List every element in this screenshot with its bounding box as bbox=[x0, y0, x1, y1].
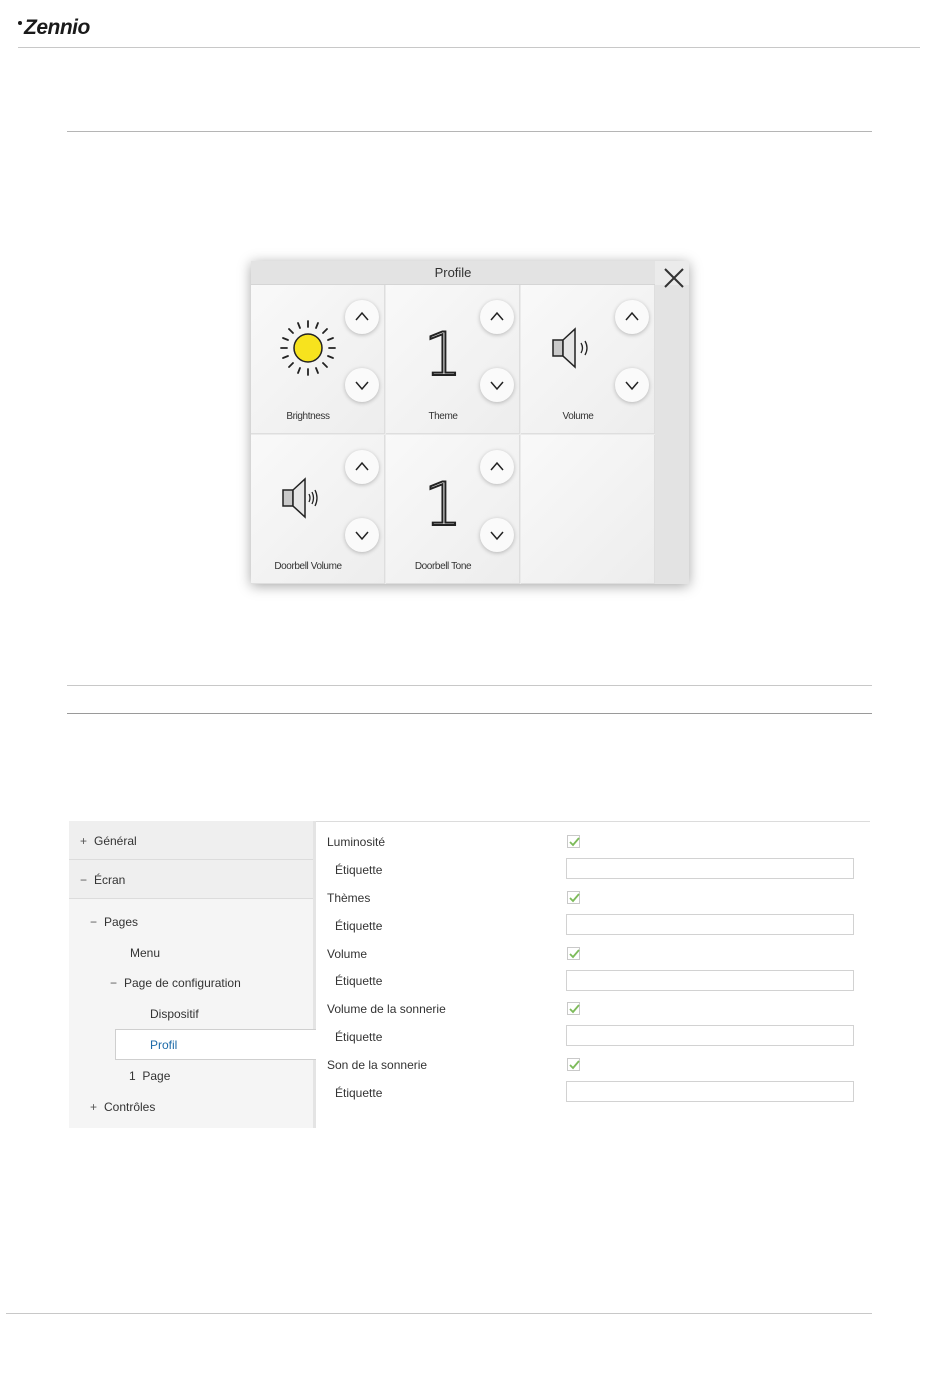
theme-up-button[interactable] bbox=[480, 300, 514, 334]
chevron-up-icon bbox=[615, 300, 649, 334]
collapse-icon: − bbox=[80, 873, 88, 887]
profile-window bbox=[251, 261, 689, 584]
profile-side-strip bbox=[655, 285, 689, 584]
close-icon bbox=[655, 261, 689, 295]
profile-controls-grid bbox=[251, 285, 655, 584]
brightness-control bbox=[251, 285, 385, 434]
tree-item-screen[interactable]: − Écran bbox=[80, 873, 126, 887]
volume-down-button[interactable] bbox=[615, 368, 649, 402]
chevron-down-icon bbox=[480, 518, 514, 552]
param-volume-checkbox[interactable] bbox=[567, 947, 580, 960]
param-doorbell-volume-tag-label: Étiquette bbox=[335, 1030, 383, 1044]
theme-label: Theme bbox=[428, 411, 458, 422]
chevron-down-icon bbox=[480, 368, 514, 402]
profile-window-title: Profile bbox=[434, 265, 472, 280]
chevron-down-icon bbox=[345, 518, 379, 552]
check-icon bbox=[569, 892, 580, 903]
collapse-icon: − bbox=[110, 976, 118, 990]
volume-up-button[interactable] bbox=[615, 300, 649, 334]
profile-window-header bbox=[251, 261, 655, 285]
doorbell-tone-down-button[interactable] bbox=[480, 518, 514, 552]
footer-divider bbox=[6, 1313, 872, 1314]
param-volume-label: Volume bbox=[327, 947, 368, 961]
volume-label: Volume bbox=[562, 411, 594, 422]
doorbell-volume-up-button[interactable] bbox=[345, 450, 379, 484]
param-volume-tag-input[interactable] bbox=[566, 970, 854, 991]
header-divider bbox=[18, 47, 920, 48]
svg-text:1: 1 bbox=[423, 470, 463, 535]
param-doorbell-volume-label: Volume de la sonnerie bbox=[327, 1002, 446, 1016]
svg-text:1: 1 bbox=[423, 320, 463, 385]
chevron-up-icon bbox=[345, 300, 379, 334]
tree-item-pages[interactable]: − Pages bbox=[90, 915, 139, 929]
param-volume-tag-label: Étiquette bbox=[335, 974, 383, 988]
param-themes-label: Thèmes bbox=[327, 891, 371, 905]
tree-item-controls[interactable]: + Contrôles bbox=[90, 1100, 156, 1114]
tree-item-profile-label: Profil bbox=[150, 1038, 178, 1052]
volume-control bbox=[521, 285, 655, 434]
close-button[interactable] bbox=[655, 261, 689, 295]
brightness-up-button[interactable] bbox=[345, 300, 379, 334]
param-brightness-tag-label: Étiquette bbox=[335, 863, 383, 877]
doorbell-tone-control bbox=[386, 435, 520, 584]
tree-item-general[interactable]: + Général bbox=[80, 834, 137, 848]
section-divider bbox=[67, 131, 872, 132]
doorbell-volume-label: Doorbell Volume bbox=[274, 561, 342, 572]
parameter-tree bbox=[69, 821, 316, 1128]
tree-item-menu[interactable]: Menu bbox=[130, 946, 161, 960]
chevron-down-icon bbox=[345, 368, 379, 402]
expand-icon: + bbox=[80, 834, 88, 848]
doorbell-volume-down-button[interactable] bbox=[345, 518, 379, 552]
param-brightness-checkbox[interactable] bbox=[567, 835, 580, 848]
doorbell-volume-control bbox=[251, 435, 385, 584]
theme-number-icon bbox=[408, 315, 478, 385]
param-doorbell-volume-tag-input[interactable] bbox=[566, 1025, 854, 1046]
theme-down-button[interactable] bbox=[480, 368, 514, 402]
doorbell-tone-label: Doorbell Tone bbox=[414, 561, 472, 572]
param-doorbell-tone-tag-label: Étiquette bbox=[335, 1086, 383, 1100]
theme-control bbox=[386, 285, 520, 434]
param-themes-checkbox[interactable] bbox=[567, 891, 580, 904]
tone-number-icon bbox=[408, 465, 478, 535]
section-divider bbox=[67, 713, 872, 714]
collapse-icon: − bbox=[90, 915, 98, 929]
tree-item-device[interactable]: Dispositif bbox=[150, 1007, 199, 1021]
param-brightness-label: Luminosité bbox=[327, 835, 386, 849]
param-themes-tag-input[interactable] bbox=[566, 914, 854, 935]
tree-item-config-page[interactable]: − Page de configuration bbox=[110, 976, 241, 990]
tree-item-page[interactable]: 1 Page bbox=[129, 1069, 171, 1083]
check-icon bbox=[569, 1059, 580, 1070]
param-doorbell-tone-checkbox[interactable] bbox=[567, 1058, 580, 1071]
expand-icon: + bbox=[90, 1100, 98, 1114]
param-themes-tag-label: Étiquette bbox=[335, 919, 383, 933]
check-icon bbox=[569, 1003, 580, 1014]
brightness-label: Brightness bbox=[286, 411, 330, 422]
chevron-up-icon bbox=[345, 450, 379, 484]
param-doorbell-tone-tag-input[interactable] bbox=[566, 1081, 854, 1102]
param-brightness-tag-input[interactable] bbox=[566, 858, 854, 879]
chevron-down-icon bbox=[615, 368, 649, 402]
zennio-logo: Zennio bbox=[18, 16, 90, 40]
doorbell-tone-up-button[interactable] bbox=[480, 450, 514, 484]
section-divider bbox=[67, 685, 872, 686]
empty-cell bbox=[521, 435, 655, 584]
brightness-down-button[interactable] bbox=[345, 368, 379, 402]
tree-item-profile[interactable] bbox=[115, 1029, 316, 1060]
check-icon bbox=[569, 836, 580, 847]
speaker-icon bbox=[273, 465, 343, 535]
chevron-up-icon bbox=[480, 300, 514, 334]
check-icon bbox=[569, 948, 580, 959]
speaker-icon bbox=[543, 315, 613, 385]
ets-parameter-panel bbox=[69, 821, 870, 1128]
param-doorbell-tone-label: Son de la sonnerie bbox=[327, 1058, 428, 1072]
chevron-up-icon bbox=[480, 450, 514, 484]
param-doorbell-volume-checkbox[interactable] bbox=[567, 1002, 580, 1015]
sun-icon bbox=[273, 315, 343, 385]
parameter-list bbox=[316, 821, 870, 1128]
